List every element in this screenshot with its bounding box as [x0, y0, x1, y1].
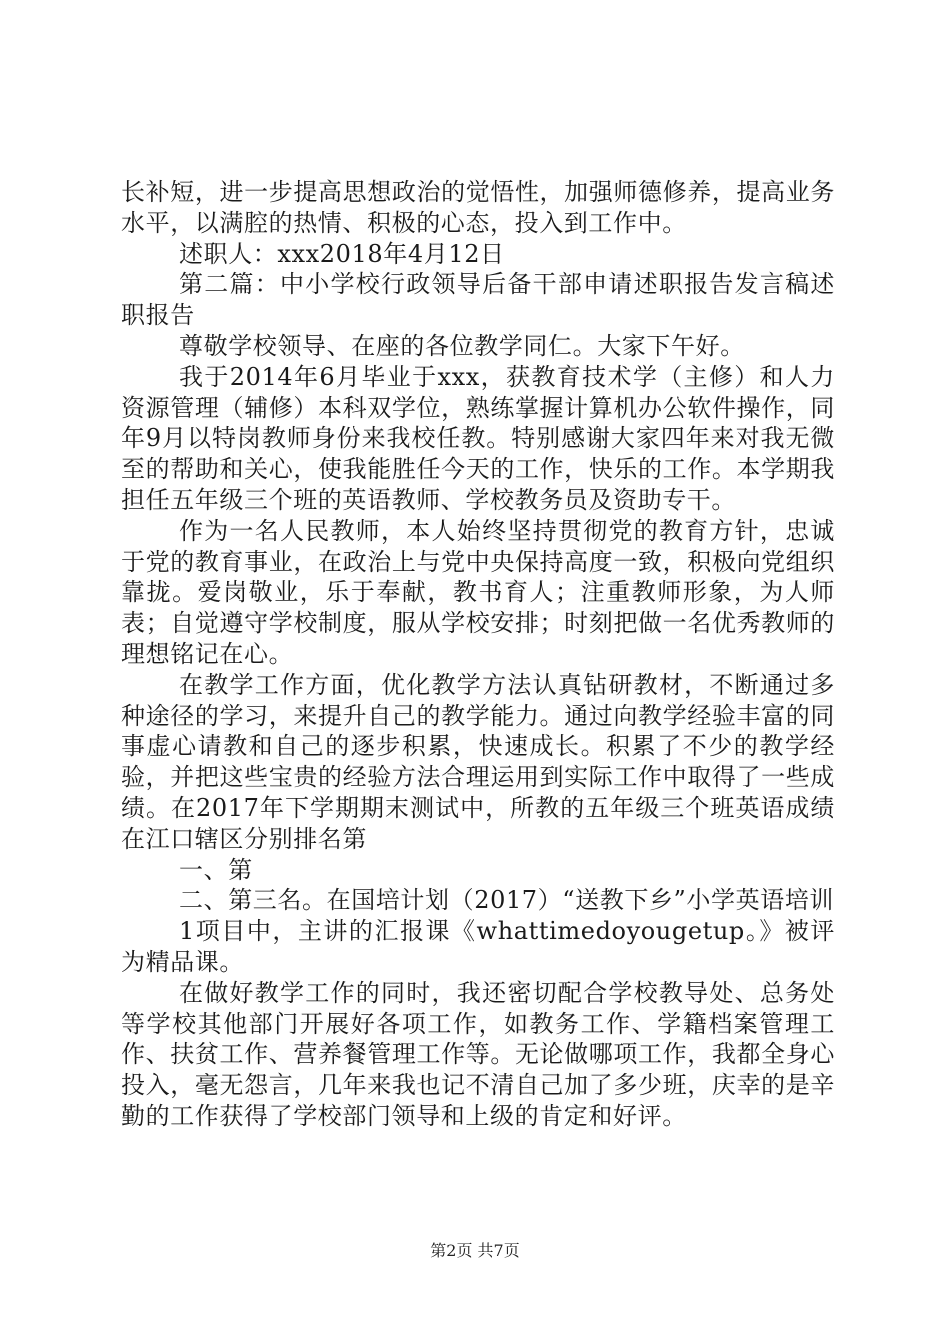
salutation: 尊敬学校领导、在座的各位教学同仁。大家下午好。 [179, 331, 745, 360]
page-footer [0, 1241, 950, 1261]
signature-line: 述职人：xxx2018年4月12日 [179, 239, 505, 268]
paragraph: 长补短，进一步提高思想政治的觉悟性，加强师德修养，提高业务水平，以满腔的热情、积极的心态，投入到工作中。 [121, 178, 835, 237]
document-body [121, 177, 835, 1132]
paragraph: 二、第三名。在国培计划（2017）“送教下乡”小学英语培训 [179, 886, 835, 915]
section-heading: 第二篇：中小学校行政领导后备干部申请述职报告发言稿述职报告 [121, 270, 835, 330]
paragraph: 1项目中，主讲的汇报课《whattimedoyougetup。》被评为精品课。 [121, 917, 835, 976]
paragraph: 我于2014年6月毕业于xxx，获教育技术学（主修）和人力资源管理（辅修）本科双学位，熟练掌握计算机办公软件操作，同年9月以特岗教师身份来我校任教。特别感谢大家四年来对我无微至的帮助和关心，使我能胜任今天的工作，快乐的工作。本学期我担任五年级三个班的英语教师、学校教务员及资助专干。 [121, 362, 835, 514]
paragraph: 作为一名人民教师，本人始终坚持贯彻党的教育方针，忠诚于党的教育事业，在政治上与党中央保持高度一致，积极向党组织靠拢。爱岗敬业，乐于奉献，教书育人；注重教师形象，为人师表；自觉遵守学校制度，服从学校安排；时刻把做一名优秀教师的理想铭记在心。 [121, 516, 835, 668]
paragraph: 一、第 [179, 855, 253, 884]
page-number: 第2页 共7页 [430, 1241, 520, 1260]
paragraph: 在教学工作方面，优化教学方法认真钻研教材，不断通过多种途径的学习，来提升自己的教学能力。通过向教学经验丰富的同事虚心请教和自己的逐步积累，快速成长。积累了不少的教学经验，并把这些宝贵的经验方法合理运用到实际工作中取得了一些成绩。在2017年下学期期末测试中，所教的五年级三个班英语成绩在江口辖区分别排名第 [121, 670, 835, 853]
paragraph: 在做好教学工作的同时，我还密切配合学校教导处、总务处等学校其他部门开展好各项工作，如教务工作、学籍档案管理工作、扶贫工作、营养餐管理工作等。无论做哪项工作，我都全身心投入，毫无怨言，几年来我也记不清自己加了多少班，庆幸的是辛勤的工作获得了学校部门领导和上级的肯定和好评。 [121, 978, 835, 1130]
